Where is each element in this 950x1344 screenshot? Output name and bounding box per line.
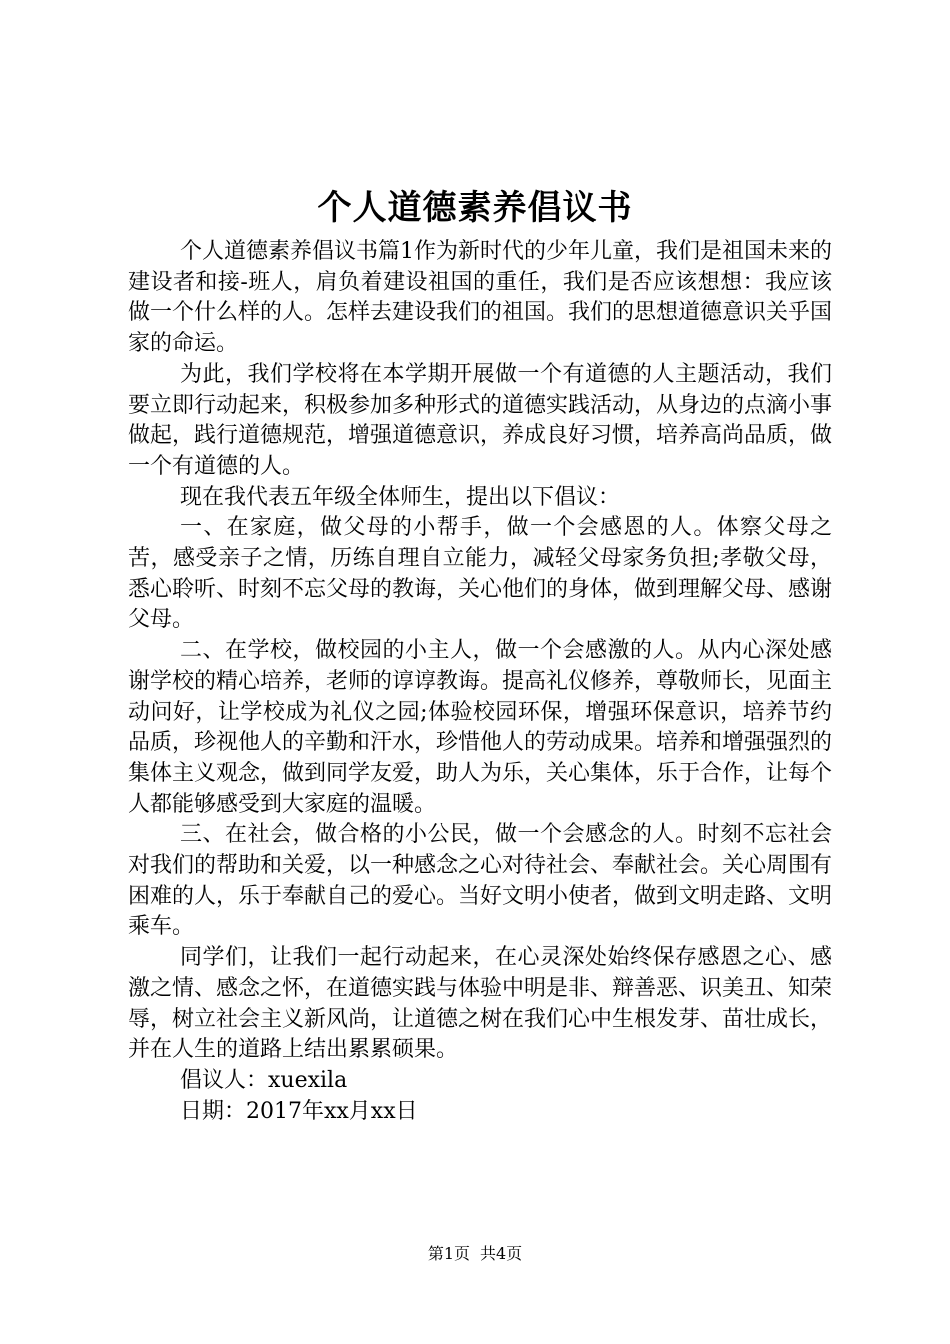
page-total: 共4页	[480, 1244, 523, 1263]
paragraph-intro: 个人道德素养倡议书篇1作为新时代的少年儿童，我们是祖国未来的建设者和接-班人，肩负着建设祖国的重任，我们是否应该想想：我应该做一个什么样的人。怎样去建设我们的祖国。我们的思想道德意识关乎国家的命运。	[128, 239, 833, 357]
date-line: 日期：2017年xx月xx日	[180, 1098, 418, 1124]
document-body	[128, 237, 832, 1127]
paragraph-family: 一、在家庭，做父母的小帮手，做一个会感恩的人。体察父母之苦，感受亲子之情，历练自理自立能力，减轻父母家务负担;孝敬父母，悉心聆听、时刻不忘父母的教诲，关心他们的身体，做到理解父母、感谢父母。	[128, 515, 833, 633]
page-number: 第1页	[427, 1244, 470, 1263]
paragraph-closing: 同学们，让我们一起行动起来，在心灵深处始终保存感恩之心、感激之情、感念之怀，在道德实践与体验中明是非、辩善恶、识美丑、知荣辱，树立社会主义新风尚，让道德之树在我们心中生根发芽、苗壮成长，并在人生的道路上结出累累硕果。	[128, 945, 833, 1063]
paragraph-society: 三、在社会，做合格的小公民，做一个会感念的人。时刻不忘社会对我们的帮助和关爱，以一种感念之心对待社会、奉献社会。关心周围有困难的人，乐于奉献自己的爱心。当好文明小使者，做到文明走路、文明乘车。	[128, 822, 833, 940]
document-title: 个人道德素养倡议书	[317, 188, 633, 228]
paragraph-purpose: 为此，我们学校将在本学期开展做一个有道德的人主题活动，我们要立即行动起来，积极参加多种形式的道德实践活动，从身边的点滴小事做起，践行道德规范，增强道德意识，养成良好习惯，培养高尚品质，做一个有道德的人。	[128, 361, 833, 479]
signer-line: 倡议人：xuexila	[180, 1067, 348, 1093]
paragraph-proposal-lead: 现在我代表五年级全体师生，提出以下倡议：	[180, 484, 621, 510]
paragraph-school: 二、在学校，做校园的小主人，做一个会感激的人。从内心深处感谢学校的精心培养，老师的谆谆教诲。提高礼仪修养，尊敬师长，见面主动问好，让学校成为礼仪之园;体验校园环保，增强环保意识，培养节约品质，珍视他人的辛勤和汗水，珍惜他人的劳动成果。培养和增强强烈的集体主义观念，做到同学友爱，助人为乐，关心集体，乐于合作，让每个人都能够感受到大家庭的温暖。	[128, 638, 833, 817]
page-footer	[0, 1244, 950, 1264]
